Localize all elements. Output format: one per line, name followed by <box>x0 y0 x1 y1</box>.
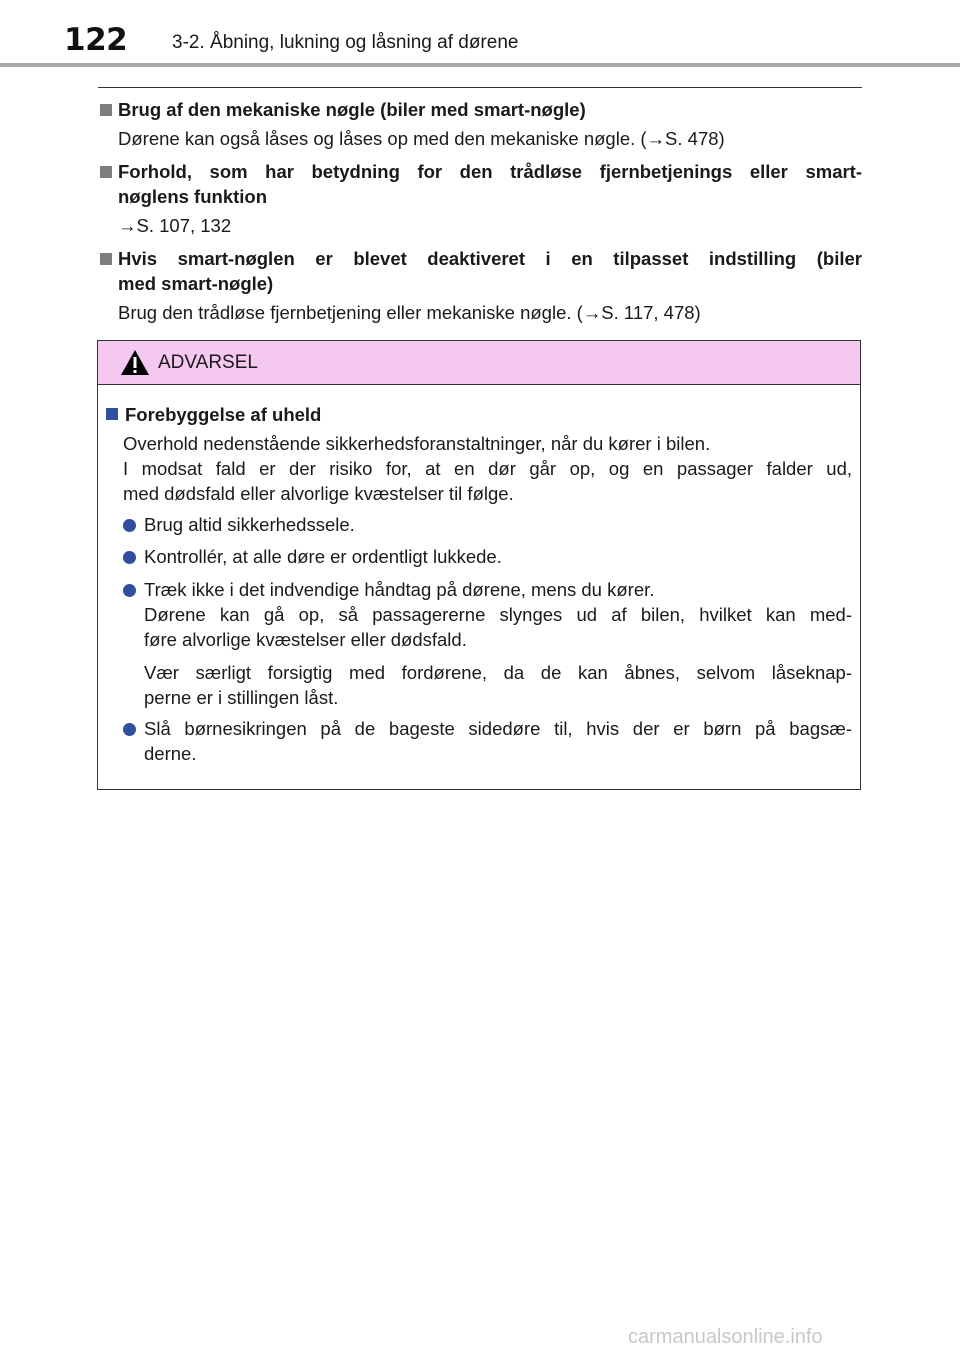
item-mechanical-key <box>98 97 862 151</box>
bullet-text-line-2: derne. <box>144 743 197 764</box>
intro-line-2: I modsat fald er der risiko for, at en dør går op, og en passager falder ud, <box>123 458 852 479</box>
square-bullet-icon <box>100 253 112 265</box>
divider <box>98 87 862 88</box>
item-title-line-2: nøglens funktion <box>118 186 268 207</box>
item-smart-key-deactivated <box>98 246 862 325</box>
circle-bullet-icon <box>123 723 136 736</box>
intro-line-1: Overhold nedenstående sikkerhedsforanstaltninger, når du kører i bilen. <box>123 433 711 454</box>
page-header <box>0 0 960 64</box>
warning-box <box>97 340 861 790</box>
intro-line-3: med dødsfald eller alvorlige kvæstelser til følge. <box>123 483 514 504</box>
bullet-text: Brug altid sikkerhedssele. <box>144 514 355 535</box>
warning-bullet <box>106 577 852 710</box>
warning-bullet <box>106 716 852 766</box>
item-title-line-1: Hvis smart-nøglen er blevet deaktiveret i en tilpasset indstilling (biler <box>118 248 862 269</box>
bullet-note-line-2: perne er i stillingen låst. <box>144 687 339 708</box>
item-title-line-2: med smart-nøgle) <box>118 273 274 294</box>
bullet-text-line-3: føre alvorlige kvæstelser eller dødsfald. <box>144 629 467 650</box>
item-title-line-1: Forhold, som har betydning for den trådløse fjernbetjenings eller smart- <box>118 161 862 182</box>
square-bullet-icon <box>106 408 118 420</box>
item-title: Brug af den mekaniske nøgle (biler med smart-nøgle) <box>118 99 586 120</box>
bullet-text: Slå børnesikringen på de bageste sidedøre til, hvis der er børn på bagsæ- <box>144 718 852 739</box>
item-body: Brug den trådløse fjernbetjening eller mekaniske nøgle. (→S. 117, 478) <box>118 302 701 323</box>
section-title: 3-2. Åbning, lukning og låsning af dørene <box>172 32 519 53</box>
watermark: carmanualsonline.info <box>628 1326 823 1348</box>
page-number: 122 <box>64 22 128 58</box>
bullet-text: Træk ikke i det indvendige håndtag på dørene, mens du kører. <box>144 579 655 600</box>
circle-bullet-icon <box>123 584 136 597</box>
bullet-text-line-2: Dørene kan gå op, så passagererne slynges ud af bilen, hvilket kan med- <box>144 604 852 625</box>
item-body: →S. 107, 132 <box>118 215 232 236</box>
warning-label: ADVARSEL <box>158 352 258 373</box>
warning-triangle-icon <box>120 349 150 376</box>
header-rule <box>0 63 960 67</box>
bullet-note-line-1: Vær særligt forsigtig med fordørene, da de kan åbnes, selvom låseknap- <box>144 662 852 683</box>
bullet-text: Kontrollér, at alle døre er ordentligt lukkede. <box>144 546 502 567</box>
warning-heading-text: Forebyggelse af uheld <box>125 404 322 425</box>
warning-intro <box>106 431 852 506</box>
item-body: Dørene kan også låses og låses op med den mekaniske nøgle. (→S. 478) <box>118 128 725 149</box>
square-bullet-icon <box>100 166 112 178</box>
item-remote-conditions <box>98 159 862 238</box>
warning-bullet <box>106 544 852 569</box>
circle-bullet-icon <box>123 519 136 532</box>
circle-bullet-icon <box>123 551 136 564</box>
warning-bullet <box>106 512 852 537</box>
square-bullet-icon <box>100 104 112 116</box>
warning-heading <box>106 402 852 427</box>
warning-header <box>98 341 860 385</box>
